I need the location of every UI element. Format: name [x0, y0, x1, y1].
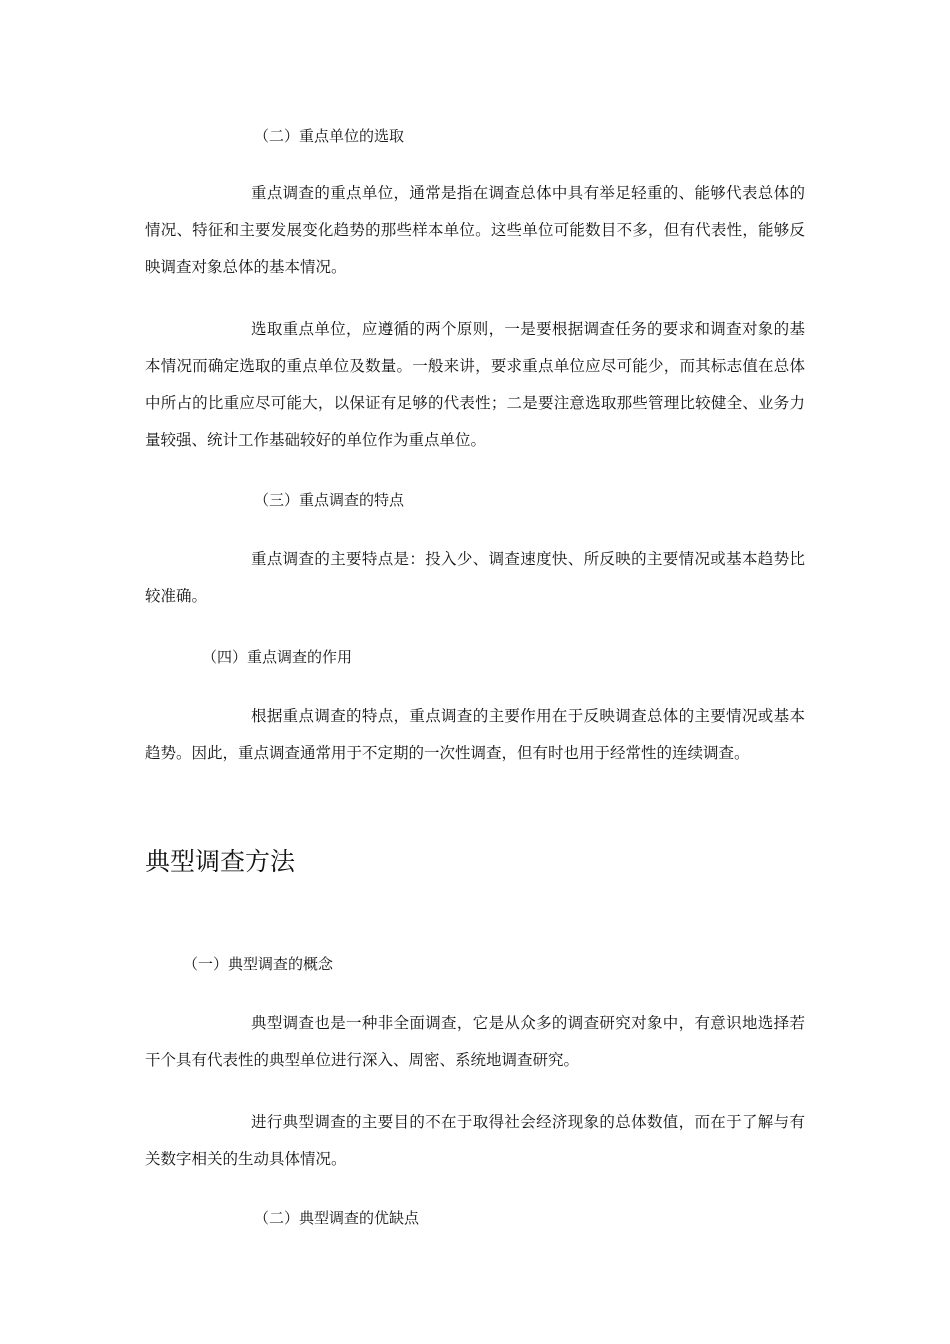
section-heading-typical-survey-pros-cons: （二）典型调查的优缺点 [254, 1209, 420, 1227]
paragraph-typical-survey-purpose: 进行典型调查的主要目的不在于取得社会经济现象的总体数值，而在于了解与有关数字相关的生动具体情况。 [145, 1113, 805, 1168]
paragraph-key-units-principles: 选取重点单位，应遵循的两个原则，一是要根据调查任务的要求和调查对象的基本情况而确定选取的重点单位及数量。一般来讲，要求重点单位应尽可能少，而其标志值在总体中所占的比重应尽可能大，以保证有足够的代表性；二是要注意选取那些管理比较健全、业务力量较强、统计工作基础较好的单位作为重点单位。 [145, 320, 805, 449]
typical-survey-method-title: 典型调查方法 [145, 847, 296, 876]
section-heading-typical-survey-concept: （一）典型调查的概念 [183, 955, 334, 973]
section-heading-key-units-selection: （二）重点单位的选取 [254, 127, 405, 145]
section-heading-key-survey-role: （四）重点调查的作用 [202, 648, 353, 666]
paragraph-key-survey-features: 重点调查的主要特点是：投入少、调查速度快、所反映的主要情况或基本趋势比较准确。 [145, 550, 805, 605]
paragraph-key-units-definition: 重点调查的重点单位，通常是指在调查总体中具有举足轻重的、能够代表总体的情况、特征和主要发展变化趋势的那些样本单位。这些单位可能数目不多，但有代表性，能够反映调查对象总体的基本情况。 [145, 184, 805, 276]
section-heading-key-survey-features: （三）重点调查的特点 [254, 491, 405, 509]
paragraph-key-survey-role: 根据重点调查的特点，重点调查的主要作用在于反映调查总体的主要情况或基本趋势。因此，重点调查通常用于不定期的一次性调查，但有时也用于经常性的连续调查。 [145, 707, 805, 762]
paragraph-typical-survey-concept: 典型调查也是一种非全面调查，它是从众多的调查研究对象中，有意识地选择若干个具有代表性的典型单位进行深入、周密、系统地调查研究。 [145, 1014, 805, 1069]
